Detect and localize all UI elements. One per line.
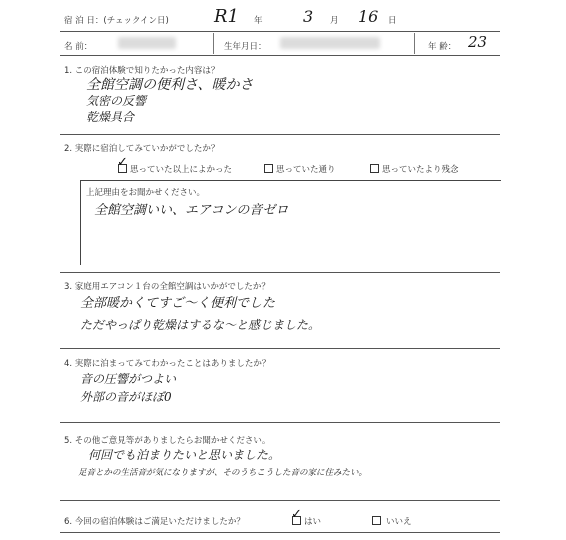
q6-bottom-rule	[60, 532, 500, 533]
q4-answer-line: 外部の音がほぼ0	[80, 390, 172, 404]
q2-option-checkbox-2[interactable]	[264, 164, 273, 173]
q4-bottom-rule	[60, 422, 500, 423]
q5-answer-line: 何回でも泊まりたいと思いました。	[88, 448, 281, 462]
q6-question: 6. 今回の宿泊体験はご満足いただけましたか？	[64, 517, 245, 527]
q1-answer-line: 全館空調の便利さ、暖かさ	[86, 77, 254, 93]
stay-month: 3	[303, 7, 314, 26]
header-divider-1	[213, 33, 214, 54]
age-label: 年 齢：	[428, 42, 457, 52]
q3-bottom-rule	[60, 348, 500, 349]
q2-question: 2. 実際に宿泊してみていかがでしたか？	[64, 144, 220, 154]
q2-bottom-rule	[60, 272, 500, 273]
q6-yes-check-mark: ✓	[291, 507, 302, 522]
q6-no-label: いいえ	[386, 517, 412, 527]
header-underline-1	[60, 31, 500, 32]
day-unit: 日	[388, 16, 397, 26]
q2-option-label-3: 思っていたより残念	[382, 165, 459, 175]
q5-bottom-rule	[60, 500, 500, 501]
q5-answer-line: 足音とかの生活音が気になりますが、そのうちこうした音の家に住みたい。	[78, 468, 368, 478]
stay-era: R1	[214, 6, 240, 27]
header-divider-2	[414, 33, 415, 54]
q2-option-label-1: 思っていた以上によかった	[130, 165, 233, 175]
q3-answer-line: ただやっぱり乾燥はするな～と感じました。	[80, 318, 321, 332]
q2-reason-answer: 全館空調いい、エアコンの音ゼロ	[94, 203, 289, 218]
year-unit: 年	[254, 16, 263, 26]
q2-option-checkbox-3[interactable]	[370, 164, 379, 173]
q1-answer-line: 気密の反響	[86, 94, 147, 108]
stay-date-label: 宿 泊 日：(チェックイン日)	[64, 16, 169, 26]
q1-question: 1. この宿泊体験で知りたかった内容は？	[64, 66, 220, 76]
q2-option-label-2: 思っていた通り	[276, 165, 336, 175]
q6-no-checkbox[interactable]	[372, 516, 381, 525]
q4-question: 4. 実際に泊まってみてわかったことはありましたか？	[64, 359, 271, 369]
q3-question: 3. 家庭用エアコン１台の全館空調はいかがでしたか？	[64, 282, 270, 292]
month-unit: 月	[330, 16, 339, 26]
age-value: 23	[468, 33, 488, 51]
stay-day: 16	[358, 7, 379, 26]
header-underline-2	[60, 55, 500, 56]
name-redacted	[118, 37, 176, 49]
birth-redacted	[280, 37, 380, 49]
q1-bottom-rule	[60, 134, 500, 135]
q2-check-mark: ✓	[117, 155, 128, 170]
q6-yes-label: はい	[304, 517, 322, 527]
q4-answer-line: 音の圧響がつよい	[80, 372, 177, 386]
name-label: 名 前：	[64, 42, 93, 52]
q1-answer-line: 乾燥具合	[86, 110, 135, 124]
q3-answer-line: 全部暖かくてすご～く便利でした	[80, 296, 276, 311]
q5-question: 5. その他ご意見等がありましたらお聞かせください。	[64, 436, 271, 446]
q2-reason-label: 上記理由をお聞かせください。	[86, 188, 206, 198]
birth-label: 生年月日：	[224, 42, 267, 52]
